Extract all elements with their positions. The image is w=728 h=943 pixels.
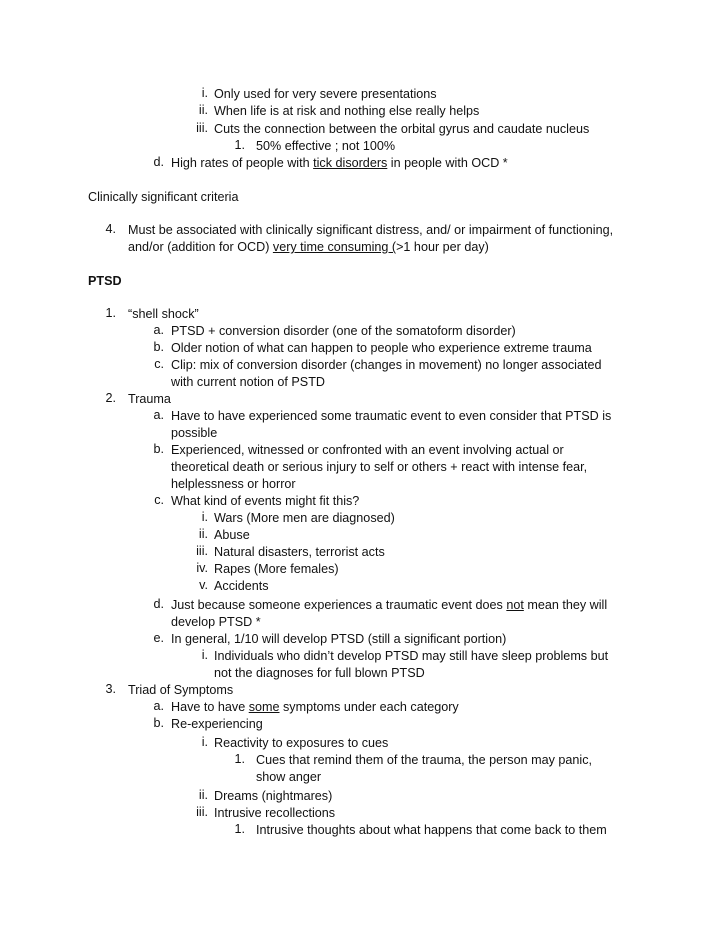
list-marker: b. [153, 442, 164, 456]
list-marker: 1. [234, 752, 245, 766]
list-item-continuation: possible [171, 426, 218, 440]
list-marker: iii. [196, 121, 208, 135]
section-heading: Clinically significant criteria [88, 190, 239, 204]
list-item: Dreams (nightmares) [214, 789, 333, 803]
underlined-phrase: some [248, 700, 280, 714]
list-item-continuation: and/or (addition for OCD) very time consuming (>1 hour per day) [128, 240, 489, 254]
list-marker: 2. [105, 391, 116, 405]
list-marker: ii. [198, 788, 208, 802]
list-item: Abuse [214, 528, 250, 542]
list-item: Intrusive recollections [214, 806, 336, 820]
list-item: Wars (More men are diagnosed) [214, 511, 395, 525]
list-item: PTSD + conversion disorder (one of the somatoform disorder) [171, 324, 516, 338]
list-item: Clip: mix of conversion disorder (changes in movement) no longer associated [171, 358, 602, 372]
list-item: Experienced, witnessed or confronted with an event involving actual or [171, 443, 564, 457]
list-marker: iii. [196, 544, 208, 558]
list-item: What kind of events might fit this? [171, 494, 360, 508]
list-item: Trauma [128, 392, 171, 406]
underlined-phrase: tick disorders [313, 156, 388, 170]
list-item-continuation: helplessness or horror [171, 477, 296, 491]
list-item: Rapes (More females) [214, 562, 339, 576]
list-marker: d. [153, 597, 164, 611]
list-item: Natural disasters, terrorist acts [214, 545, 385, 559]
list-item: Just because someone experiences a traumatic event does not mean they will [171, 598, 608, 612]
list-marker: e. [153, 631, 164, 645]
list-item-continuation: not the diagnoses for full blown PTSD [214, 666, 425, 680]
list-item: High rates of people with tick disorders in people with OCD * [171, 156, 508, 170]
list-marker: a. [153, 699, 164, 713]
list-item: Have to have experienced some traumatic event to even consider that PTSD is [171, 409, 612, 423]
list-marker: i. [201, 510, 208, 524]
list-marker: i. [201, 86, 208, 100]
list-marker: 1. [234, 822, 245, 836]
list-marker: v. [199, 578, 208, 592]
list-item: Triad of Symptoms [128, 683, 234, 697]
list-item: Reactivity to exposures to cues [214, 736, 389, 750]
list-marker: a. [153, 408, 164, 422]
list-marker: iv. [196, 561, 208, 575]
list-marker: c. [154, 493, 164, 507]
list-item-continuation: develop PTSD * [171, 615, 261, 629]
list-item: Cues that remind them of the trauma, the person may panic, [256, 753, 593, 767]
list-item: Individuals who didn’t develop PTSD may still have sleep problems but [214, 649, 609, 663]
underlined-phrase: very time consuming ( [272, 240, 397, 254]
list-item: Only used for very severe presentations [214, 87, 437, 101]
list-marker: ii. [198, 103, 208, 117]
list-item-continuation: show anger [256, 770, 322, 784]
list-item: Intrusive thoughts about what happens that come back to them [256, 823, 607, 837]
list-marker: c. [154, 357, 164, 371]
list-item: Older notion of what can happen to people who experience extreme trauma [171, 341, 592, 355]
list-item: Must be associated with clinically significant distress, and/ or impairment of functioning, [128, 223, 614, 237]
list-marker: 1. [234, 138, 245, 152]
list-item: In general, 1/10 will develop PTSD (still a significant portion) [171, 632, 507, 646]
list-marker: d. [153, 155, 164, 169]
list-item: Accidents [214, 579, 269, 593]
list-marker: i. [201, 735, 208, 749]
list-item: When life is at risk and nothing else really helps [214, 104, 480, 118]
list-marker: 3. [105, 682, 116, 696]
list-item: Have to have some symptoms under each category [171, 700, 459, 714]
list-item: 50% effective ; not 100% [256, 139, 396, 153]
list-item-continuation: theoretical death or serious injury to self or others + react with intense fear, [171, 460, 588, 474]
list-item-continuation: with current notion of PSTD [171, 375, 325, 389]
list-marker: 1. [105, 306, 116, 320]
underlined-phrase: not [506, 598, 524, 612]
list-marker: iii. [196, 805, 208, 819]
list-item: “shell shock” [128, 307, 199, 321]
list-item: Re-experiencing [171, 717, 263, 731]
list-marker: i. [201, 648, 208, 662]
list-marker: a. [153, 323, 164, 337]
list-marker: b. [153, 716, 164, 730]
list-marker: 4. [105, 222, 116, 236]
list-marker: b. [153, 340, 164, 354]
list-marker: ii. [198, 527, 208, 541]
list-item: Cuts the connection between the orbital gyrus and caudate nucleus [214, 122, 590, 136]
page-heading-ptsd: PTSD [88, 274, 122, 288]
